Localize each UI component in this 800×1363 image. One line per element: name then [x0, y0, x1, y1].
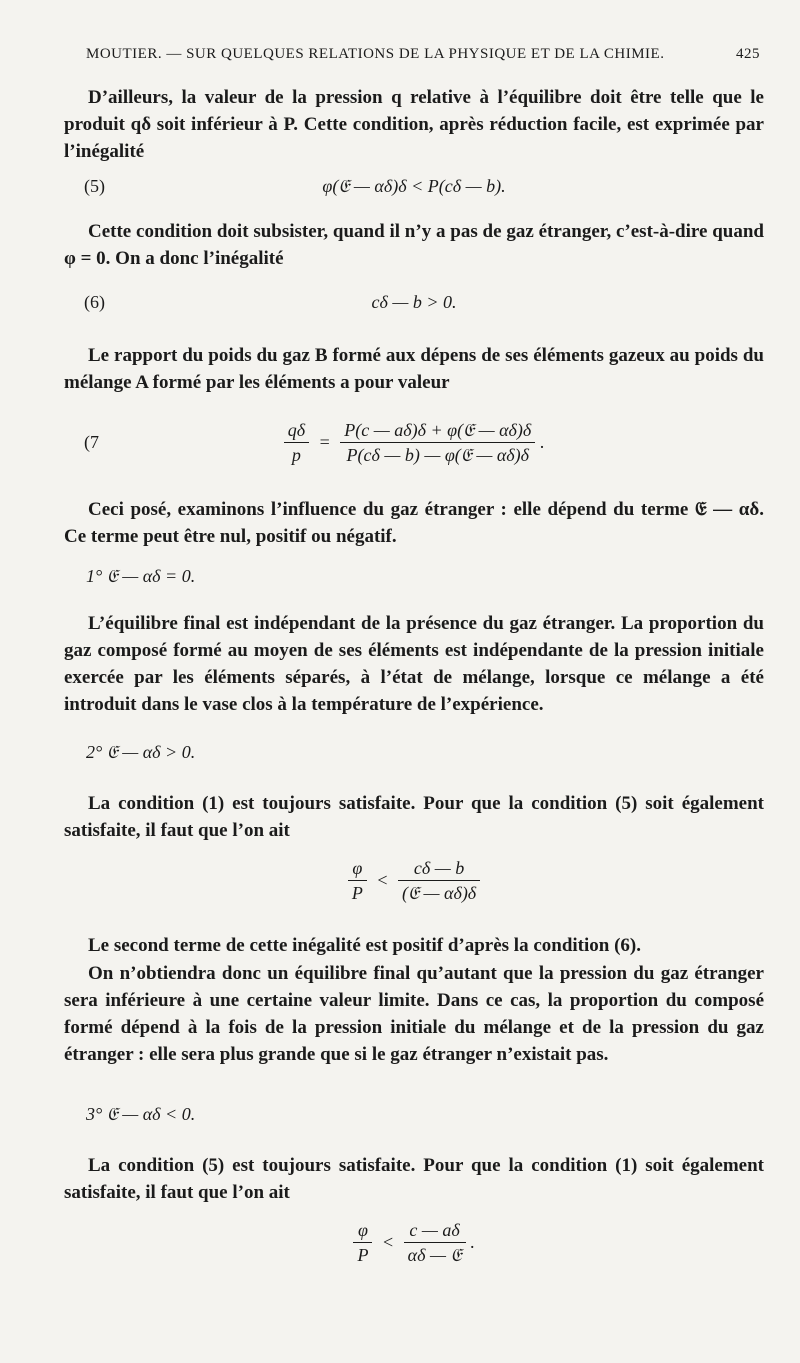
fraction [398, 856, 480, 905]
paragraph-6: La condition (1) est toujours satisfaite. Pour que la condition (5) soit également satisfaite, il faut que l’on ait [64, 793, 764, 841]
paragraph-4: Ceci posé, examinons l’influence du gaz étranger : elle dépend du terme 𝔈 — αδ. Ce terme peut être nul, positif ou négatif. [64, 499, 764, 547]
paragraph-7: Le second terme de cette inégalité est positif d’après la condition (6). [88, 935, 642, 956]
numerator: φ [348, 856, 367, 881]
paragraph-5: L’équilibre final est indépendant de la présence du gaz étranger. La proportion du gaz composé formé au moyen de ses éléments est indépendante de la pression initiale exercée par les éléments séparés, à l’état de mélange, lorsque ce mélange a été introduit dans le vase clos à la température de l’expérience. [64, 613, 764, 715]
equation-6 [64, 292, 764, 318]
denominator: P [351, 883, 363, 903]
denominator: (𝔈 — αδ)δ [401, 883, 477, 903]
relation: < [377, 870, 388, 890]
inequality-body [64, 1218, 764, 1267]
denominator: p [291, 445, 301, 465]
case-1: 1° 𝔈 — αδ = 0. [86, 566, 196, 586]
fraction [404, 1218, 466, 1267]
running-title: MOUTIER. — SUR QUELQUES RELATIONS DE LA PHYSIQUE ET DE LA CHIMIE. [86, 46, 665, 62]
inequality-2 [64, 1218, 764, 1274]
numerator: P(c — aδ)δ + φ(𝔈 — αδ)δ [340, 418, 535, 443]
numerator: qδ [284, 418, 309, 443]
equation-number: (5) [84, 176, 105, 196]
page-number: 425 [736, 46, 760, 62]
fraction [284, 418, 309, 467]
paragraph-9: La condition (5) est toujours satisfaite. Pour que la condition (1) soit également satisfaite, il faut que l’on ait [64, 1155, 764, 1203]
equation-number: (6) [84, 292, 105, 312]
paragraph-8: On n’obtiendra donc un équilibre final qu’autant que la pression du gaz étranger sera inférieure à une certaine valeur limite. Dans ce cas, la proportion du composé formé dépend à la fois de la pression initiale du mélange et de la pression du gaz étranger : elle sera plus grande que si le gaz étranger n’existait pas. [64, 963, 764, 1065]
denominator: αδ — 𝔈 [407, 1245, 462, 1265]
case-3: 3° 𝔈 — αδ < 0. [86, 1104, 196, 1124]
relation: < [382, 1232, 394, 1252]
inequality-body [64, 856, 764, 905]
denominator: P(cδ — b) — φ(𝔈 — αδ)δ [346, 445, 530, 465]
denominator: P [357, 1245, 369, 1265]
punctuation: . [539, 432, 545, 452]
equation-body: cδ — b > 0. [371, 292, 457, 312]
fraction [353, 1218, 372, 1267]
inequality-1 [64, 856, 764, 912]
equation-7 [64, 418, 764, 474]
equation-body [64, 418, 764, 467]
fraction [340, 418, 535, 467]
punctuation: . [470, 1232, 475, 1252]
numerator: c — aδ [404, 1218, 466, 1243]
case-2: 2° 𝔈 — αδ > 0. [86, 742, 196, 762]
numerator: cδ — b [398, 856, 480, 881]
running-header [86, 46, 760, 63]
numerator: φ [353, 1218, 372, 1243]
equation-body: φ(𝔈 — αδ)δ < P(cδ — b). [322, 176, 506, 196]
paragraph-1: D’ailleurs, la valeur de la pression q relative à l’équilibre doit être telle que le produit qδ soit inférieur à P. Cette condition, après réduction facile, est exprimée par l’inégalité [64, 87, 764, 162]
relation: = [319, 432, 330, 452]
equation-number: (7 [84, 432, 99, 452]
fraction [348, 856, 367, 905]
paragraph-3: Le rapport du poids du gaz B formé aux dépens de ses éléments gazeux au poids du mélange A formé par les éléments a pour valeur [64, 345, 764, 393]
paragraph-2: Cette condition doit subsister, quand il n’y a pas de gaz étranger, c’est-à-dire quand φ = 0. On a donc l’inégalité [64, 221, 764, 269]
equation-5 [64, 176, 764, 202]
